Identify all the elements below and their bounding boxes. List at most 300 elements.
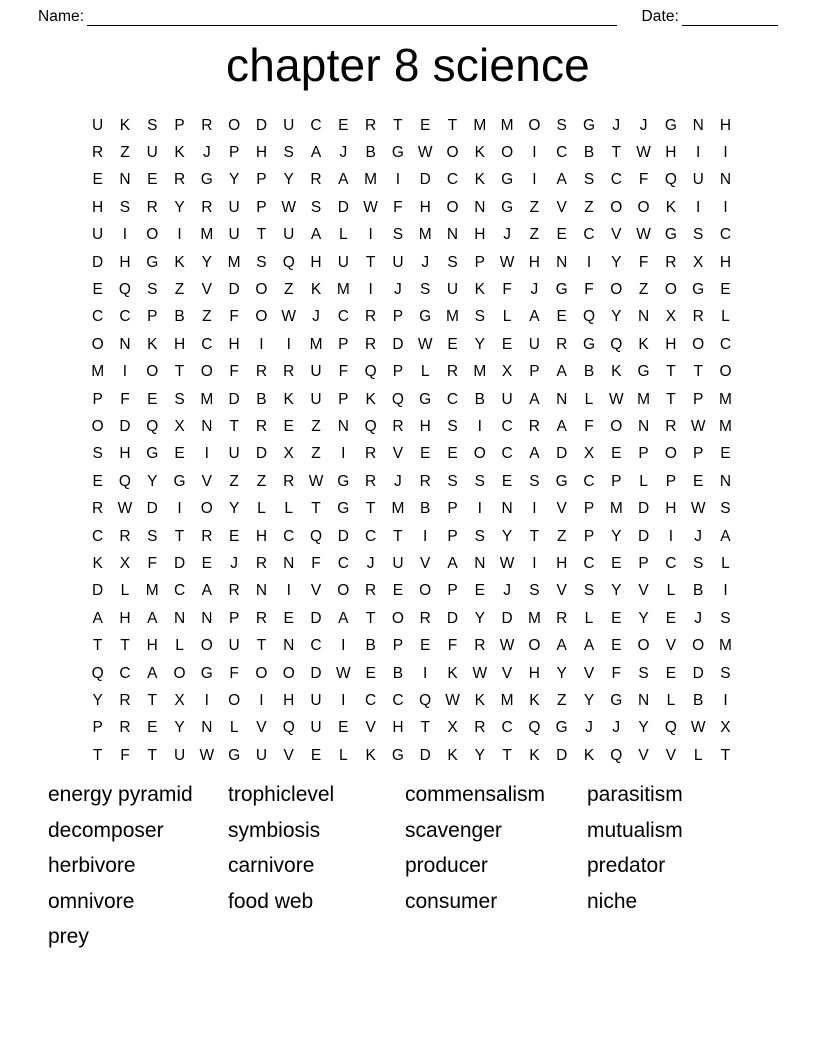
grid-letter[interactable]: U <box>528 335 540 353</box>
grid-letter[interactable]: U <box>310 363 322 381</box>
grid-letter[interactable]: C <box>119 308 131 326</box>
grid-letter[interactable]: C <box>283 527 295 545</box>
grid-letter[interactable]: M <box>227 253 241 271</box>
grid-letter[interactable]: Z <box>174 281 185 299</box>
grid-letter[interactable]: M <box>364 171 378 189</box>
grid-letter[interactable]: U <box>310 390 322 408</box>
grid-letter[interactable]: D <box>392 335 404 353</box>
grid-letter[interactable]: O <box>282 664 295 682</box>
grid-letter[interactable]: R <box>556 335 568 353</box>
grid-letter[interactable]: P <box>392 363 404 381</box>
grid-letter[interactable]: I <box>723 691 728 709</box>
grid-letter[interactable]: N <box>446 226 459 244</box>
grid-letter[interactable]: F <box>147 554 157 572</box>
grid-letter[interactable]: O <box>419 582 432 600</box>
grid-letter[interactable]: G <box>555 472 568 490</box>
grid-letter[interactable]: F <box>229 664 239 682</box>
grid-letter[interactable]: F <box>584 281 594 299</box>
grid-letter[interactable]: N <box>637 308 650 326</box>
grid-letter[interactable]: G <box>501 198 514 216</box>
grid-letter[interactable]: F <box>229 308 239 326</box>
grid-letter[interactable]: D <box>692 664 704 682</box>
grid-letter[interactable]: S <box>256 253 267 271</box>
grid-letter[interactable]: X <box>283 445 294 463</box>
grid-letter[interactable]: G <box>337 472 350 490</box>
grid-letter[interactable]: T <box>611 144 622 162</box>
grid-letter[interactable]: W <box>690 719 706 737</box>
grid-letter[interactable]: O <box>719 363 732 381</box>
grid-letter[interactable]: Q <box>582 308 596 326</box>
grid-letter[interactable]: W <box>199 746 215 764</box>
grid-letter[interactable]: E <box>474 582 485 600</box>
grid-letter[interactable]: S <box>720 664 731 682</box>
grid-letter[interactable]: B <box>365 637 376 655</box>
grid-letter[interactable]: M <box>200 390 214 408</box>
grid-letter[interactable]: Y <box>583 691 595 709</box>
grid-letter[interactable]: C <box>337 554 349 572</box>
grid-letter[interactable]: I <box>423 527 428 545</box>
grid-letter[interactable]: V <box>392 445 404 463</box>
grid-letter[interactable]: R <box>173 171 186 189</box>
grid-letter[interactable]: M <box>719 637 732 655</box>
grid-letter[interactable]: M <box>200 226 214 244</box>
grid-letter[interactable]: Y <box>474 335 485 353</box>
grid-letter[interactable]: U <box>392 554 404 572</box>
grid-letter[interactable]: S <box>420 281 431 299</box>
grid-letter[interactable]: S <box>392 226 404 244</box>
grid-letter[interactable]: B <box>256 390 267 408</box>
grid-letter[interactable]: H <box>419 417 431 435</box>
grid-letter[interactable]: I <box>368 281 373 299</box>
grid-letter[interactable]: J <box>366 554 375 572</box>
grid-letter[interactable]: G <box>419 308 432 326</box>
grid-letter[interactable]: W <box>445 691 460 709</box>
grid-letter[interactable]: R <box>255 417 268 435</box>
grid-letter[interactable]: R <box>692 308 704 326</box>
grid-letter[interactable]: Q <box>146 417 159 435</box>
grid-letter[interactable]: P <box>665 472 677 490</box>
grid-letter[interactable]: M <box>500 691 514 709</box>
grid-letter[interactable]: W <box>608 390 624 408</box>
grid-letter[interactable]: P <box>392 308 404 326</box>
grid-letter[interactable]: Y <box>92 691 103 709</box>
grid-letter[interactable]: I <box>723 582 728 600</box>
grid-letter[interactable]: H <box>392 719 404 737</box>
grid-letter[interactable]: J <box>421 253 430 271</box>
grid-letter[interactable]: P <box>638 445 649 463</box>
grid-letter[interactable]: U <box>173 746 186 764</box>
grid-letter[interactable]: K <box>474 281 485 299</box>
grid-letter[interactable]: Z <box>556 691 567 709</box>
grid-letter[interactable]: P <box>392 637 404 655</box>
grid-letter[interactable]: X <box>501 363 513 381</box>
grid-letter[interactable]: E <box>147 171 158 189</box>
grid-letter[interactable]: L <box>339 226 348 244</box>
grid-letter[interactable]: M <box>91 363 105 381</box>
grid-letter[interactable]: E <box>720 281 731 299</box>
grid-letter[interactable]: T <box>502 746 512 764</box>
grid-letter[interactable]: C <box>92 308 104 326</box>
grid-letter[interactable]: D <box>228 281 240 299</box>
grid-letter[interactable]: Q <box>282 253 295 271</box>
grid-letter[interactable]: Q <box>664 719 677 737</box>
grid-letter[interactable]: O <box>146 226 159 244</box>
grid-letter[interactable]: Q <box>419 691 432 709</box>
grid-letter[interactable]: A <box>556 171 567 189</box>
grid-letter[interactable]: N <box>119 335 131 353</box>
grid-letter[interactable]: B <box>693 582 704 600</box>
grid-letter[interactable]: F <box>338 363 349 381</box>
grid-letter[interactable]: I <box>286 582 291 600</box>
grid-letter[interactable]: T <box>720 746 731 764</box>
grid-letter[interactable]: K <box>283 390 294 408</box>
grid-letter[interactable]: Y <box>611 308 622 326</box>
grid-letter[interactable]: V <box>310 582 322 600</box>
grid-letter[interactable]: Y <box>556 664 567 682</box>
grid-letter[interactable]: X <box>720 719 731 737</box>
grid-letter[interactable]: W <box>281 308 297 326</box>
grid-letter[interactable]: Y <box>174 198 185 216</box>
grid-letter[interactable]: K <box>529 691 540 709</box>
grid-letter[interactable]: H <box>119 253 131 271</box>
grid-letter[interactable]: C <box>365 527 377 545</box>
grid-letter[interactable]: T <box>229 417 239 435</box>
grid-letter[interactable]: N <box>119 171 131 189</box>
grid-letter[interactable]: W <box>281 198 297 216</box>
grid-letter[interactable]: O <box>91 335 104 353</box>
grid-letter[interactable]: U <box>228 445 240 463</box>
grid-letter[interactable]: F <box>638 171 649 189</box>
grid-letter[interactable]: K <box>174 253 185 271</box>
grid-letter[interactable]: F <box>584 417 594 435</box>
grid-letter[interactable]: I <box>395 171 401 189</box>
grid-letter[interactable]: Y <box>501 527 513 545</box>
grid-letter[interactable]: E <box>310 746 322 764</box>
grid-letter[interactable]: O <box>91 417 104 435</box>
grid-letter[interactable]: R <box>665 253 677 271</box>
grid-letter[interactable]: S <box>119 198 131 216</box>
grid-letter[interactable]: P <box>638 554 649 572</box>
grid-letter[interactable]: T <box>174 363 185 381</box>
grid-letter[interactable]: Z <box>256 472 267 490</box>
grid-letter[interactable]: Y <box>611 253 622 271</box>
grid-letter[interactable]: G <box>555 719 568 737</box>
grid-letter[interactable]: S <box>474 308 485 326</box>
grid-letter[interactable]: U <box>92 226 104 244</box>
grid-letter[interactable]: B <box>392 664 404 682</box>
grid-letter[interactable]: R <box>365 335 377 353</box>
grid-letter[interactable]: V <box>638 746 649 764</box>
grid-letter[interactable]: H <box>283 691 295 709</box>
grid-letter[interactable]: R <box>474 637 486 655</box>
grid-letter[interactable]: N <box>173 609 186 627</box>
grid-letter[interactable]: C <box>173 582 186 600</box>
grid-letter[interactable]: N <box>255 582 268 600</box>
grid-letter[interactable]: T <box>311 500 321 518</box>
grid-letter[interactable]: K <box>529 746 540 764</box>
grid-letter[interactable]: R <box>119 691 131 709</box>
grid-letter[interactable]: E <box>665 609 677 627</box>
grid-letter[interactable]: M <box>391 500 405 518</box>
grid-letter[interactable]: R <box>228 582 240 600</box>
grid-letter[interactable]: S <box>693 226 704 244</box>
grid-letter[interactable]: S <box>583 582 595 600</box>
grid-letter[interactable]: E <box>283 417 294 435</box>
grid-letter[interactable]: H <box>474 226 486 244</box>
grid-letter[interactable]: U <box>446 281 459 299</box>
grid-letter[interactable]: L <box>420 363 430 381</box>
grid-letter[interactable]: W <box>117 500 133 518</box>
grid-letter[interactable]: W <box>499 554 515 572</box>
grid-letter[interactable]: R <box>255 554 268 572</box>
grid-letter[interactable]: J <box>694 527 703 545</box>
grid-letter[interactable]: U <box>255 746 268 764</box>
grid-letter[interactable]: R <box>255 609 268 627</box>
grid-letter[interactable]: G <box>692 281 705 299</box>
grid-letter[interactable]: M <box>637 390 651 408</box>
grid-letter[interactable]: S <box>720 609 731 627</box>
grid-letter[interactable]: U <box>283 226 295 244</box>
grid-letter[interactable]: P <box>338 335 349 353</box>
word-list-item[interactable]: prey <box>48 925 89 949</box>
word-list-item[interactable]: consumer <box>405 889 498 913</box>
grid-letter[interactable]: C <box>446 390 459 408</box>
grid-letter[interactable]: Y <box>611 527 622 545</box>
grid-letter[interactable]: P <box>228 144 240 162</box>
grid-letter[interactable]: E <box>720 445 731 463</box>
grid-letter[interactable]: L <box>721 554 730 572</box>
word-list-item[interactable]: symbiosis <box>228 818 321 842</box>
grid-letter[interactable]: I <box>696 144 701 162</box>
grid-letter[interactable]: P <box>92 719 103 737</box>
grid-letter[interactable]: U <box>228 198 240 216</box>
grid-letter[interactable]: Y <box>228 171 240 189</box>
grid-letter[interactable]: P <box>228 609 240 627</box>
grid-letter[interactable]: J <box>612 719 621 737</box>
grid-letter[interactable]: D <box>310 664 322 682</box>
grid-letter[interactable]: Q <box>364 417 377 435</box>
grid-letter[interactable]: B <box>693 691 704 709</box>
grid-letter[interactable]: R <box>365 472 377 490</box>
grid-letter[interactable]: U <box>228 226 240 244</box>
grid-letter[interactable]: I <box>723 198 728 216</box>
grid-letter[interactable]: F <box>393 198 403 216</box>
grid-letter[interactable]: J <box>312 308 320 326</box>
grid-letter[interactable]: Y <box>228 500 240 518</box>
grid-letter[interactable]: A <box>92 609 103 627</box>
grid-letter[interactable]: A <box>529 445 540 463</box>
grid-letter[interactable]: T <box>147 746 157 764</box>
grid-letter[interactable]: T <box>256 226 267 244</box>
grid-letter[interactable]: R <box>310 171 322 189</box>
grid-letter[interactable]: Q <box>364 363 377 381</box>
grid-letter[interactable]: K <box>310 281 322 299</box>
grid-letter[interactable]: L <box>584 609 594 627</box>
grid-letter[interactable]: H <box>719 116 732 134</box>
grid-letter[interactable]: R <box>556 609 568 627</box>
grid-letter[interactable]: E <box>338 719 349 737</box>
grid-letter[interactable]: R <box>365 308 377 326</box>
grid-letter[interactable]: W <box>636 144 651 162</box>
grid-letter[interactable]: M <box>336 281 350 299</box>
grid-letter[interactable]: H <box>665 335 677 353</box>
grid-letter[interactable]: O <box>173 664 186 682</box>
grid-letter[interactable]: R <box>528 417 540 435</box>
grid-letter[interactable]: E <box>501 335 513 353</box>
grid-letter[interactable]: T <box>529 527 540 545</box>
word-list-item[interactable]: mutualism <box>587 818 683 842</box>
grid-letter[interactable]: I <box>204 445 209 463</box>
grid-letter[interactable]: W <box>499 253 515 271</box>
grid-letter[interactable]: T <box>666 390 676 408</box>
grid-letter[interactable]: H <box>119 609 131 627</box>
grid-letter[interactable]: A <box>556 637 567 655</box>
name-input-line[interactable] <box>87 12 617 26</box>
grid-letter[interactable]: I <box>259 691 264 709</box>
grid-letter[interactable]: C <box>446 171 459 189</box>
grid-letter[interactable]: N <box>637 417 650 435</box>
grid-letter[interactable]: S <box>310 198 322 216</box>
grid-letter[interactable]: L <box>639 472 648 490</box>
grid-letter[interactable]: Q <box>118 281 131 299</box>
grid-letter[interactable]: A <box>556 363 567 381</box>
grid-letter[interactable]: A <box>529 308 540 326</box>
grid-letter[interactable]: J <box>394 472 402 490</box>
grid-letter[interactable]: Y <box>201 253 212 271</box>
grid-letter[interactable]: C <box>501 417 513 435</box>
grid-letter[interactable]: C <box>365 691 377 709</box>
grid-letter[interactable]: N <box>719 171 732 189</box>
grid-letter[interactable]: O <box>610 198 623 216</box>
grid-letter[interactable]: F <box>447 637 458 655</box>
grid-letter[interactable]: E <box>228 527 240 545</box>
grid-letter[interactable]: O <box>610 281 623 299</box>
grid-letter[interactable]: T <box>92 637 103 655</box>
grid-letter[interactable]: K <box>447 664 458 682</box>
grid-letter[interactable]: U <box>392 253 404 271</box>
grid-letter[interactable]: M <box>500 116 514 134</box>
grid-letter[interactable]: N <box>201 609 213 627</box>
grid-letter[interactable]: O <box>664 445 677 463</box>
grid-letter[interactable]: D <box>556 746 568 764</box>
grid-letter[interactable]: O <box>610 417 623 435</box>
grid-letter[interactable]: Z <box>120 144 130 162</box>
grid-letter[interactable]: O <box>446 198 459 216</box>
grid-letter[interactable]: V <box>556 198 567 216</box>
word-list-item[interactable]: herbivore <box>48 854 136 878</box>
grid-letter[interactable]: J <box>612 116 621 134</box>
grid-letter[interactable]: L <box>175 637 184 655</box>
grid-letter[interactable]: V <box>501 664 513 682</box>
grid-letter[interactable]: I <box>586 253 592 271</box>
grid-letter[interactable]: H <box>255 527 268 545</box>
grid-letter[interactable]: F <box>120 390 130 408</box>
grid-letter[interactable]: C <box>583 554 595 572</box>
grid-letter[interactable]: G <box>146 253 159 271</box>
grid-letter[interactable]: X <box>119 554 131 572</box>
grid-letter[interactable]: X <box>174 691 185 709</box>
grid-letter[interactable]: G <box>664 226 677 244</box>
grid-letter[interactable]: S <box>529 582 540 600</box>
word-list-item[interactable]: decomposer <box>48 818 164 842</box>
grid-letter[interactable]: Q <box>91 664 104 682</box>
grid-letter[interactable]: M <box>473 363 487 381</box>
grid-letter[interactable]: I <box>368 226 373 244</box>
grid-letter[interactable]: S <box>720 500 731 518</box>
grid-letter[interactable]: O <box>146 363 159 381</box>
grid-letter[interactable]: O <box>473 445 486 463</box>
grid-letter[interactable]: J <box>585 719 593 737</box>
grid-letter[interactable]: R <box>92 500 104 518</box>
grid-letter[interactable]: E <box>338 116 349 134</box>
grid-letter[interactable]: K <box>474 691 485 709</box>
grid-letter[interactable]: H <box>119 445 131 463</box>
grid-letter[interactable]: D <box>255 116 268 134</box>
grid-letter[interactable]: J <box>639 116 648 134</box>
word-list-item[interactable]: niche <box>587 889 638 913</box>
grid-letter[interactable]: E <box>447 335 458 353</box>
grid-letter[interactable]: S <box>447 417 458 435</box>
grid-letter[interactable]: K <box>474 171 485 189</box>
grid-letter[interactable]: M <box>719 417 732 435</box>
grid-letter[interactable]: G <box>391 144 404 162</box>
grid-letter[interactable]: J <box>503 582 511 600</box>
grid-letter[interactable]: U <box>283 116 295 134</box>
grid-letter[interactable]: O <box>228 116 241 134</box>
grid-letter[interactable]: I <box>532 554 537 572</box>
grid-letter[interactable]: D <box>92 253 104 271</box>
grid-letter[interactable]: N <box>556 253 568 271</box>
grid-letter[interactable]: E <box>447 445 458 463</box>
grid-letter[interactable]: R <box>446 363 459 381</box>
grid-letter[interactable]: D <box>501 609 513 627</box>
grid-letter[interactable]: L <box>229 719 239 737</box>
grid-letter[interactable]: O <box>692 637 705 655</box>
grid-letter[interactable]: N <box>201 417 213 435</box>
grid-letter[interactable]: E <box>420 116 431 134</box>
grid-letter[interactable]: V <box>283 746 294 764</box>
grid-letter[interactable]: D <box>446 609 459 627</box>
grid-letter[interactable]: C <box>310 637 322 655</box>
grid-letter[interactable]: O <box>200 637 213 655</box>
grid-letter[interactable]: S <box>583 171 595 189</box>
grid-letter[interactable]: E <box>611 445 622 463</box>
grid-letter[interactable]: P <box>256 171 267 189</box>
grid-letter[interactable]: P <box>474 253 485 271</box>
grid-letter[interactable]: R <box>92 144 104 162</box>
grid-letter[interactable]: O <box>692 335 705 353</box>
grid-letter[interactable]: G <box>555 281 568 299</box>
grid-letter[interactable]: X <box>665 308 677 326</box>
grid-letter[interactable]: E <box>201 554 212 572</box>
grid-letter[interactable]: T <box>420 719 430 737</box>
grid-letter[interactable]: B <box>583 144 595 162</box>
grid-letter[interactable]: A <box>720 527 731 545</box>
grid-letter[interactable]: R <box>283 363 295 381</box>
grid-letter[interactable]: H <box>255 144 268 162</box>
grid-letter[interactable]: Y <box>174 719 185 737</box>
grid-letter[interactable]: G <box>419 390 432 408</box>
grid-letter[interactable]: T <box>693 363 703 381</box>
grid-letter[interactable]: I <box>668 527 674 545</box>
grid-letter[interactable]: S <box>474 472 485 490</box>
grid-letter[interactable]: H <box>528 253 540 271</box>
word-list-item[interactable]: omnivore <box>48 889 135 913</box>
grid-letter[interactable]: P <box>693 445 704 463</box>
grid-letter[interactable]: Y <box>283 171 294 189</box>
grid-letter[interactable]: M <box>145 582 159 600</box>
grid-letter[interactable]: P <box>92 390 103 408</box>
